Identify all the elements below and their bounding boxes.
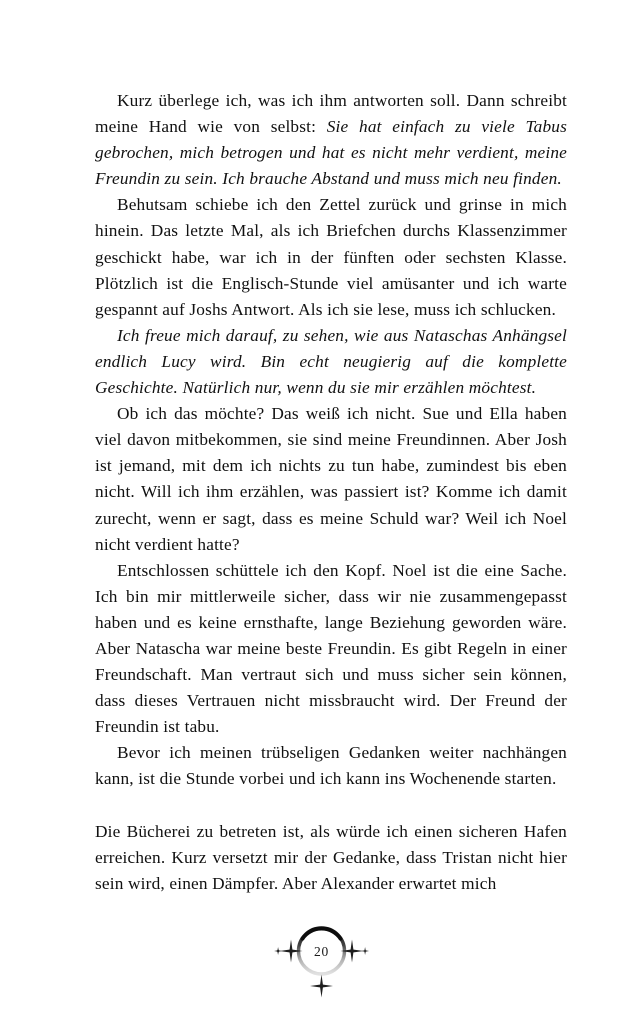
sparkle-bottom-icon <box>310 975 333 998</box>
paragraph-5 <box>95 558 567 741</box>
paragraph-2-run-roman: Behutsam schiebe ich den Zettel zurück und grinse in mich hinein. Das letzte Mal, als ich Briefchen durchs Klassenzimmer geschickt habe, war ich in der fünften oder sechsten Klasse. Plötzlich ist die Englisch-Stunde viel amüsanter und ich warte gespannt auf Joshs Antwort. Als ich sie lese, muss ich schlucken. <box>95 195 567 319</box>
page-number: 20 <box>313 944 330 959</box>
paragraph-1 <box>95 88 567 192</box>
paragraph-4-run-roman: Ob ich das möchte? Das weiß ich nicht. Sue und Ella haben viel davon mitbekommen, sie sind meine Freundinnen. Aber Josh ist jemand, mit dem ich nichts zu tun habe, zumindest bis eben nicht. Will ich ihm erzählen, was passiert ist? Komme ich damit zurecht, wenn er sagt, dass es meine Schuld war? Weil ich Noel nicht verdient hatte? <box>95 404 567 554</box>
body-text-column <box>95 88 567 897</box>
paragraph-7 <box>95 819 567 897</box>
paragraph-2 <box>95 192 567 322</box>
paragraph-1-run-roman: Kurz überlege ich, was ich ihm antworten soll. Dann schreibt meine Hand wie von selbst: <box>95 91 567 137</box>
paragraph-6 <box>95 740 567 792</box>
paragraph-4 <box>95 401 567 558</box>
folio-ornament <box>254 915 389 1010</box>
paragraph-7-run-roman: Die Bücherei zu betreten ist, als würde ich einen sicheren Hafen erreichen. Kurz versetzt mir der Gedanke, dass Tristan nicht hier sein wird, einen Dämpfer. Aber Alexander erwartet mich <box>95 821 567 893</box>
paragraph-6-run-roman: Bevor ich meinen trübseligen Gedanken weiter nachhängen kann, ist die Stunde vorbei und ich kann ins Wochenende starten. <box>95 743 567 789</box>
paragraph-5-run-roman: Entschlossen schüttele ich den Kopf. Noel ist die eine Sache. Ich bin mir mittlerweile sicher, dass wir nie zusammengepasst haben und es keine ernsthafte, lange Beziehung geworden wäre. Aber Natascha war meine beste Freundin. Es gibt Regeln in einer Freundschaft. Man vertraut sich und muss sicher sein können, dass dieses Vertrauen nicht missbraucht wird. Der Freund der Freundin ist tabu. <box>95 560 567 737</box>
paragraph-1-run-italic: Sie hat einfach zu viele Tabus gebrochen, mich betrogen und hat es nicht mehr verdient, meine Freundin zu sein. Ich brauche Abstand und muss mich neu finden. <box>95 117 567 189</box>
paragraph-3-note <box>95 323 567 401</box>
page-footer <box>0 915 643 1010</box>
paragraph-3-run-italic: Ich freue mich darauf, zu sehen, wie aus Nataschas Anhängsel endlich Lucy wird. Bin echt neugierig auf die komplette Geschichte. Natürlich nur, wenn du sie mir erzählen möchtest. <box>95 325 567 398</box>
